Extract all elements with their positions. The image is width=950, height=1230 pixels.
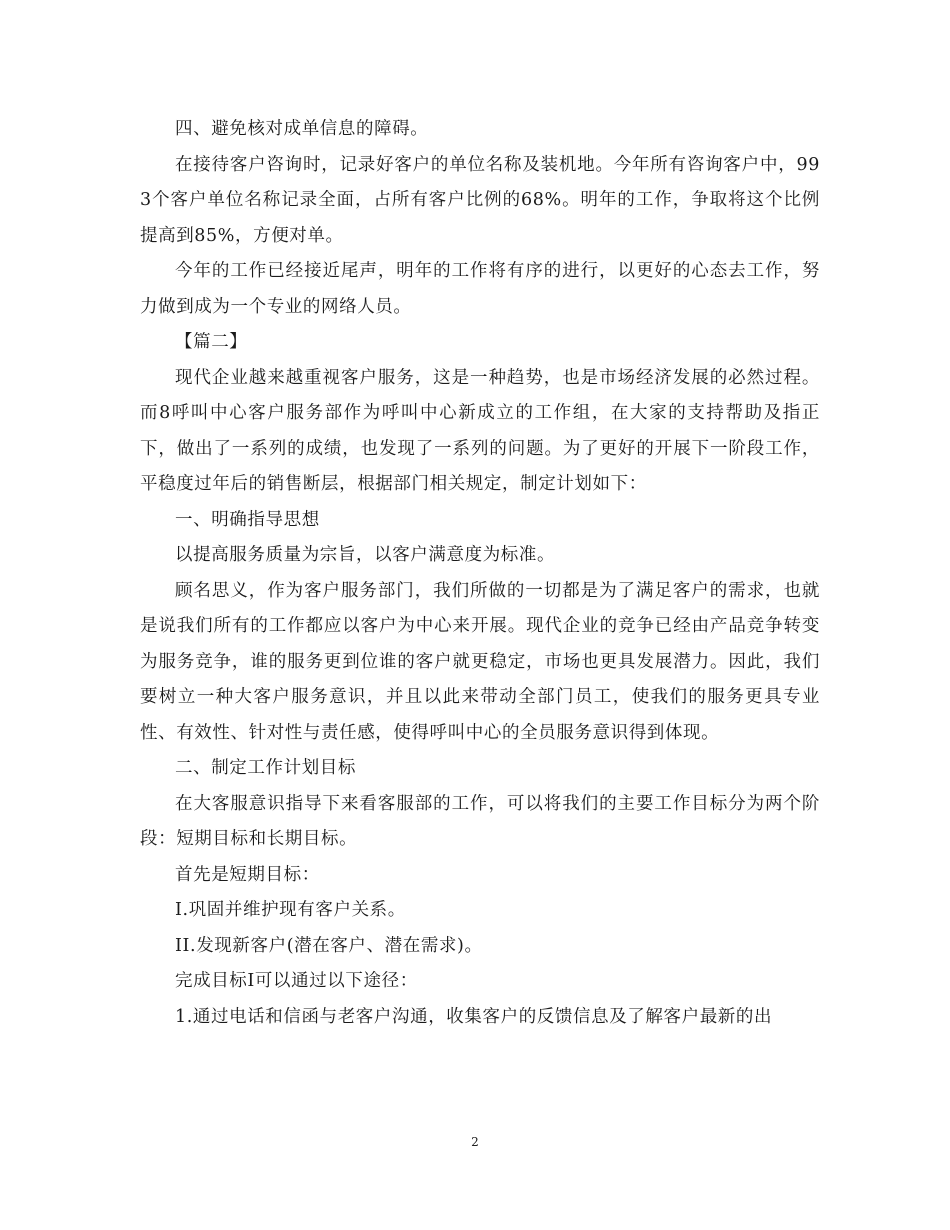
paragraph: 首先是短期目标： (175, 864, 320, 885)
paragraph: 在接待客户咨询时，记录好客户的单位名称及装机地。今年所有咨询客户中，993个客户单位名称记录全面，占所有客户比例的68%。明年的工作，争取将这个比例提高到85%，方便对单。 (140, 154, 820, 246)
paragraph: 在大客服意识指导下来看客服部的工作，可以将我们的主要工作目标分为两个阶段：短期目标和长期目标。 (140, 793, 820, 849)
paragraph: 以提高服务质量为宗旨，以客户满意度为标准。 (175, 545, 556, 565)
part-heading: 【篇二】 (175, 332, 248, 352)
paragraph: 完成目标I可以通过以下途径： (175, 971, 418, 991)
page-number: 2 (471, 1135, 479, 1149)
list-item: 1.通过电话和信函与老客户沟通，收集客户的反馈信息及了解客户最新的出 (175, 1006, 773, 1027)
section-heading-1: 一、明确指导思想 (175, 509, 320, 530)
list-item: I.巩固并维护现有客户关系。 (175, 900, 406, 920)
section-heading-2: 二、制定工作计划目标 (175, 758, 356, 778)
document-body (140, 112, 820, 1035)
paragraph: 顾名思义，作为客户服务部门，我们所做的一切都是为了满足客户的需求，也就是说我们所有的工作都应以客户为中心来开展。现代企业的竞争已经由产品竞争转变为服务竞争，谁的服务更到位谁的客户就更稳定，市场也更具发展潜力。因此，我们要树立一种大客户服务意识，并且以此来带动全部门员工，使我们的服务更具专业性、有效性、针对性与责任感，使得呼叫中心的全员服务意识得到体现。 (140, 580, 820, 743)
section-heading-4: 四、避免核对成单信息的障碍。 (175, 119, 429, 139)
list-item: II.发现新客户(潜在客户、潜在需求)。 (175, 935, 483, 956)
paragraph: 今年的工作已经接近尾声，明年的工作将有序的进行，以更好的心态去工作，努力做到成为一个专业的网络人员。 (140, 261, 820, 317)
paragraph: 现代企业越来越重视客户服务，这是一种趋势，也是市场经济发展的必然过程。而8呼叫中心客户服务部作为呼叫中心新成立的工作组，在大家的支持帮助及指正下，做出了一系列的成绩，也发现了一系列的问题。为了更好的开展下一阶段工作，平稳度过年后的销售断层，根据部门相关规定，制定计划如下： (140, 367, 820, 494)
